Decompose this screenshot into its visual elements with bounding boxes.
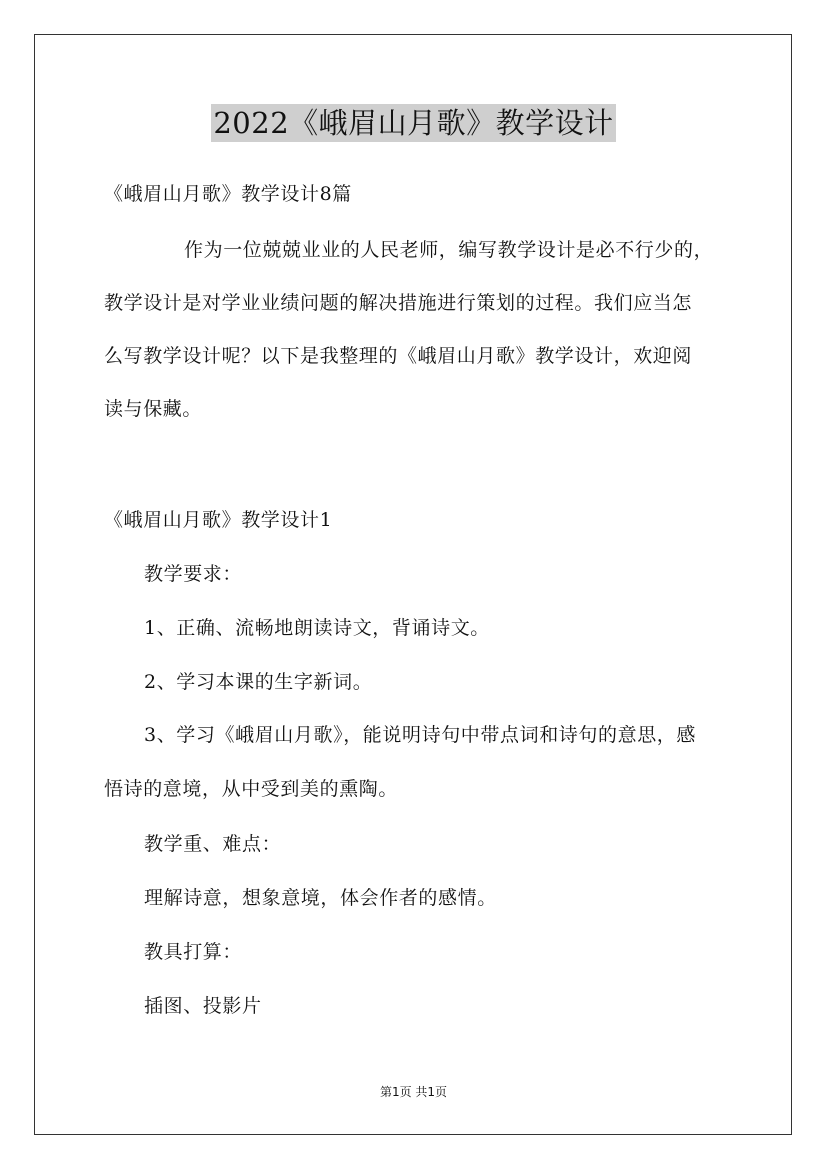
key-points-text: 理解诗意，想象意境，体会作者的感情。 [144,887,497,909]
section-heading: 《峨眉山月歌》教学设计1 [104,509,333,531]
key-points-heading: 教学重、难点： [144,833,282,855]
requirement-1: 1、正确、流畅地朗读诗文，背诵诗文。 [144,617,490,639]
intro-line-4: 读与保藏。 [104,398,203,420]
requirement-2: 2、学习本课的生字新词。 [144,671,373,693]
teaching-tools-heading: 教具打算： [144,941,243,963]
requirement-3-line-1: 3、学习《峨眉山月歌》，能说明诗句中带点词和诗句的意思，感 [144,724,696,746]
title-container [0,104,827,142]
intro-line-1: 作为一位兢兢业业的人民老师，编写教学设计是必不行少的， [184,239,714,261]
document-subtitle: 《峨眉山月歌》教学设计8篇 [104,183,352,205]
page-number-footer: 第1页 共1页 [379,1085,448,1099]
teaching-tools-text: 插图、投影片 [144,995,262,1017]
requirements-heading: 教学要求： [144,563,243,585]
intro-line-3: 么写教学设计呢？以下是我整理的《峨眉山月歌》教学设计，欢迎阅 [104,345,693,367]
requirement-3-line-2: 悟诗的意境，从中受到美的熏陶。 [104,778,399,800]
document-title: 2022《峨眉山月歌》教学设计 [213,106,614,140]
intro-line-2: 教学设计是对学业业绩问题的解决措施进行策划的过程。我们应当怎 [104,292,693,314]
